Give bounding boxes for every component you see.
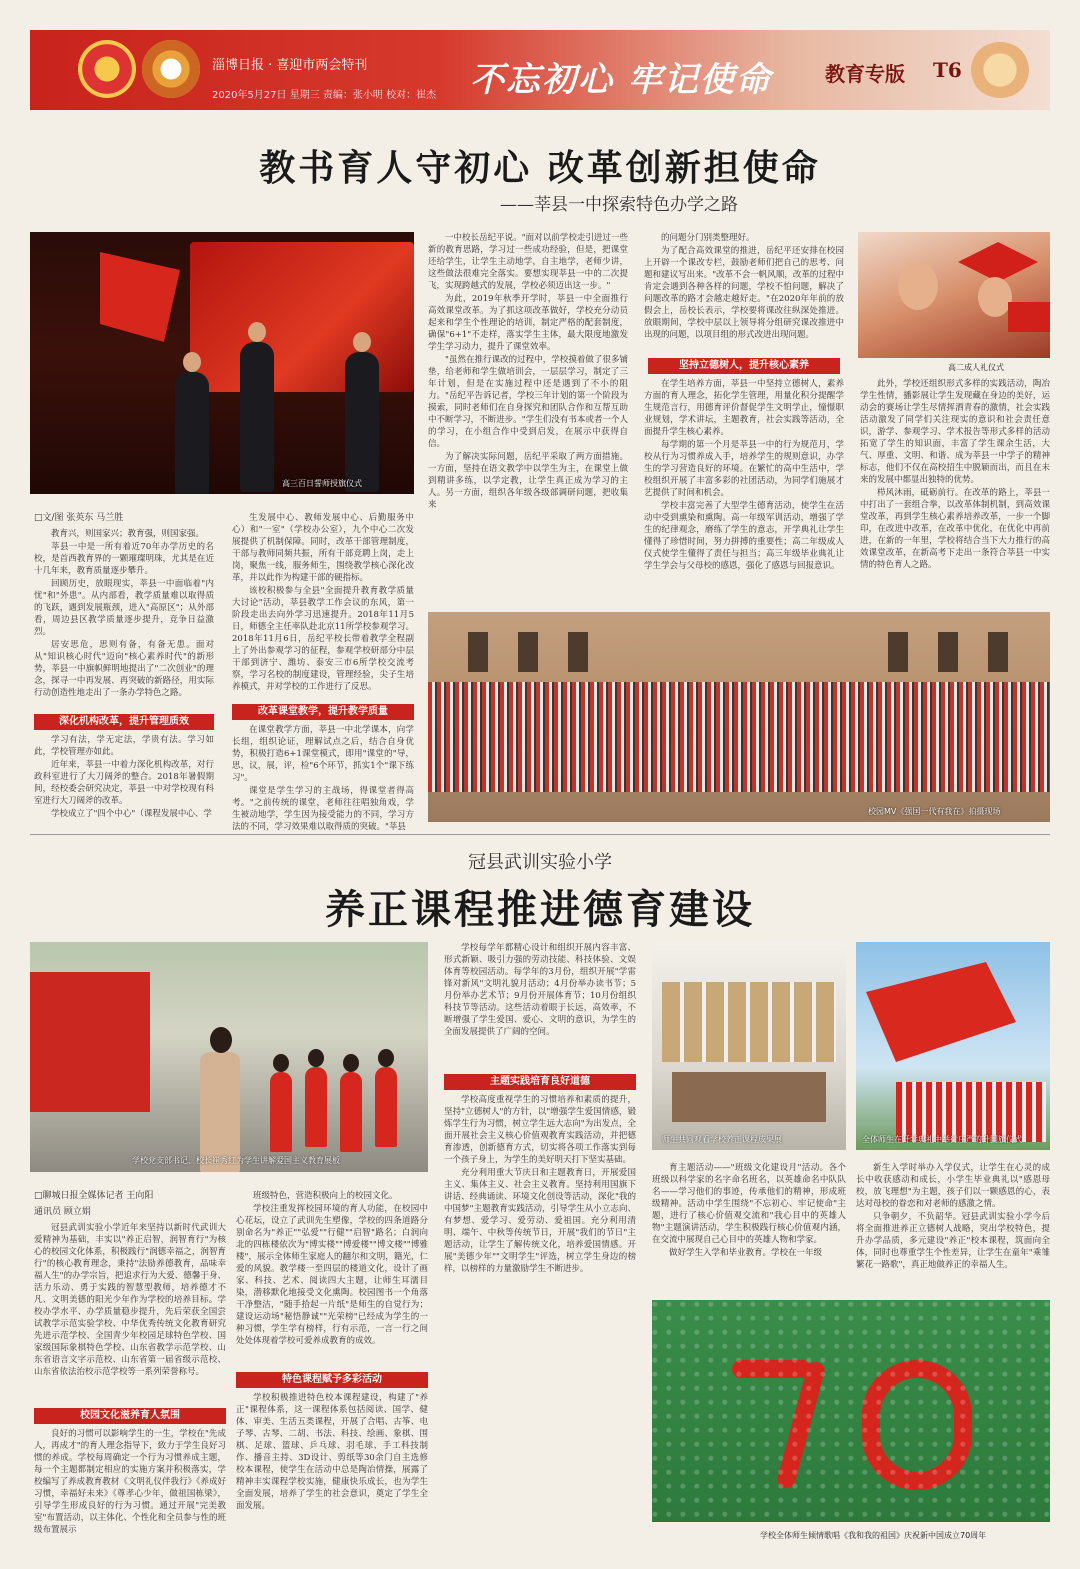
paragraph: 回顾历史，放眼现实，莘县一中面临着"内忧"和"外患"。从内部看，教学质量难以取得质的飞跃，遇到发展瓶颈，进入"高原区"；从外部看，周边县区教学质量逐步提升，竞争日益激烈。	[34, 579, 214, 637]
paragraph: 一中校长岳纪平说。"面对以前学校走引进过一些新的教育思路，学习过一些成功经验，但是，把课堂还给学生，让学生主动地学，自主地学，老师少讲，这些做法很难完全落实。要想实现莘县一中的二次提飞，实现跨越式的发展，学校必须迈出这一步。"	[428, 233, 628, 291]
article1-column-4	[644, 232, 844, 342]
article1-column-4-cont	[644, 378, 844, 603]
article2-column-4	[652, 1162, 846, 1292]
paragraph: 为了配合高效课堂的推进，岳纪平还安排在校园上开辟一个课改专栏，鼓励老师们把自己的思考、问题和建议写出来。"改革不会一帆风顺，改革的过程中肯定会遇到各种各样的问题，学校不怕问题，解决了问题改革的路才会越走越好走。"在2020年年前的放假会上，岳校长表示，学校要将课改往纵深处推进。放眼期间，学校中层以上领导将分组研究课改推进中出现的问题，以项目组的形式改进出现问题。	[644, 246, 844, 340]
article1-photo1-caption: 高三百日誓师授旗仪式	[282, 479, 362, 488]
article2-column-3	[444, 942, 636, 1068]
paragraph: 学校每学年都精心设计和组织开展内容丰富、形式新颖、吸引力强的劳动技能、科技体验、文娱体育等校园活动。每学年的3月份，组织开展"学雷锋对新风"文明礼貌月活动；4月份举办读书节；5月份举办艺术节；9月份开展体育节；10月份组织科技节等活动。这些活动着眼于长远，高效率，不断增强了学生爱国、爱心、文明的意识，为学生的全面发展提供了广阔的空间。	[444, 943, 636, 1037]
flower-decoration-icon	[970, 42, 1030, 98]
article1-column-3	[428, 232, 628, 602]
paragraph: 莘县一中是一所有着近70年办学历史的名校，是首西教育界的一颗璀璨明珠，尤其是在近十几年来，教育质量逐步攀升。	[34, 542, 214, 576]
article2-headline: 养正课程推进德育建设	[325, 886, 755, 933]
article2-photo-gallery	[652, 942, 846, 1150]
paragraph: 学校积极推进特色校本课程建设，构建了"养正"课程体系，这一课程体系包括阅读、国学、健体、审美、生活五类课程，开展了合唱、古筝、电子琴、古琴、二胡、书法、科技、绘画、象棋、围棋、足球、篮球、乒乓球、羽毛球、手工科技制作、播音主持、3D设计、剪纸等30余门自主选修校本课程，使学生在活动中总是陶冶情操，展露了精神丰实课程学校实施，健康快乐成长，也为学生全面发展，培养了学生的社会意识，奠定了学生全面发展。	[236, 1393, 428, 1511]
paragraph: "虽然在推行课改的过程中，学校摸着做了很多铺垫，给老师和学生做培训会，一层层学习，制定了三年计划，但是在实施过程中还是遇到了不小的阻力。"岳纪平告诉记者，学校三年计划的第一个阶段为摸索，同时老师们在自身探究和团队合作和互帮互助中不断学习，不断进步。"学生们没有书本或者一个人的学习，在小组合作中受到启发，在展示中获得自信。	[428, 355, 628, 449]
paragraph: 育主题活动——"班级文化建设月"活动。各个班级以科学家的名字命名班名，以英雄命名中队队名——学习他们的事迹，传承他们的精神，形成班级精神。活动中学生围绕"不忘初心、牢记使命"主题，进行了核心价值观交流和"我心目中的英雄人物"主题演讲活动，学生积极践行核心价值观内涵，在交流中展现自己心目中的英雄人物和学家。	[652, 1163, 846, 1245]
paragraph: 在学生培养方面，莘县一中坚持立德树人，素养方面的育人理念，拓化学生管理，用量化积分提醒学生规范言行，用德育评价督促学生文明学止，憧憬职业规划，学术讲坛，主题教育，社会实践等活动，全面提升学生核心素养。	[644, 379, 844, 437]
masthead-banner	[30, 30, 1050, 110]
paragraph: 为此，2019年秋季开学时，莘县一中全面推行高效课堂改革。为了抓这项改革做好，学校充分动员起来和学生个性理论的培训，制定严格的配套制度，确保"6+1"不走样，落实学生主体，最大限度地激发学生学习动力，提升了课堂效率。	[428, 294, 628, 352]
article2-photo1-caption: 学校党支部书记、校长崔秀红为学生讲解爱国主义教育展板	[132, 1156, 340, 1165]
paragraph: 近年来，莘县一中着力深化机构改革，对行政科室进行了大刀阔斧的整合。2018年暑假期间，经校委会研究决定，莘县一中对学校现有科室进行大刀阔斧的改革。	[34, 760, 214, 806]
paragraph: 为了解决实际问题，岳纪平采取了两方面措施。一方面，坚持在语文教学中以学生为主，在课堂上做到精讲多练，以学定教，让学生真正成为学习的主人。另一方面，组织各年级各级部调研问题，把收集来	[428, 452, 628, 510]
paragraph: 学校高度重视学生的习惯培养和素质的提升，坚持"立德树人"的方针，以"增强学生爱国情感，锻炼学生行为习惯，树立学生远大志向"为出发点，全面开展社会主义核心价值观教育实践活动，并把德育渗透，创新德育方式，切实将各项工作落实到每一个孩子身上，为学生的美好明天打下坚实基础。	[444, 1095, 636, 1165]
article2-byline-correspondent: 通讯员 顾立娟	[34, 1207, 91, 1217]
paragraph: 冠县武训实验小学近年来坚持以新时代武训大爱精神为基础，丰实以"养正启智，润智育行"为核心的校园文化体系，积极践行"润德幸福之，润智育行"的核心教育理念，秉持"法励养德教育，品味幸福人生"的办学宗旨，把追求行为大爱、德馨于身、活力乐动、勇于实践的智慧型教师，培养德才不凡、文明美德的阳光少年作为学校的培养目标。学校办学水平、办学质量稳步提升，先后荣获全国尝试教学示范实验学校、中华优秀传统文化教育研究先进示范学校、全国青少年校园足球特色学校、国家级国际象棋特色学校、山东省教学示范学校、山东省语言文字示范校、山东省第一届省级示范校、山东省依法治校示范学校等一系列荣誉称号。	[34, 1223, 226, 1377]
article1-photo3-caption: 校园MV《强国一代有我在》拍摄现场	[868, 807, 1001, 816]
article2-photo4-caption: 学校全体师生倾情歌唱《我和我的祖国》庆祝新中国成立70周年	[760, 1531, 987, 1540]
article2-section1-title: 校园文化滋养育人氛围	[34, 1408, 226, 1424]
article1-column-2	[232, 512, 414, 702]
paragraph: 栉风沐雨，砥砺前行。在改革的路上，莘县一中打出了一套组合拳，以改革体制机制，到高效课堂改革，再到学生核心素养培养改革，一步一个脚印，在改进中改革，在改革中优化，在优化中再前进，在新的一年里，学校将结合当下大力推行的高效课堂改革，在新高考下走出一条符合莘县一中实情的特色育人之路。	[860, 488, 1050, 570]
article1-section2-title: 改革课堂教学，提升教学质量	[232, 704, 414, 720]
national-emblem-icon	[78, 40, 136, 98]
article2-column-1	[34, 1190, 226, 1400]
paragraph: 教育兴，则国家兴；教育强，则国家强。	[51, 529, 205, 539]
article2-kicker: 冠县武训实验小学	[468, 852, 612, 873]
paragraph: 良好的习惯可以影响学生的一生，学校在"先成人，再成才"的育人理念指导下，致力于学生良好习惯的养成。学校每周确定一个行为习惯养成主题，每一个主题都制定相应的实施方案并积极落实，学校编写了养成教育教材《文明礼仪伴我行》《养成好习惯，幸福好未来》《尊孝心少年，做祖国栋梁》，引导学生形成良好的行为习惯。通过开展"完美教室"布置活动，以主体化、个性化和全员参与性的班级布置展示	[34, 1429, 226, 1535]
article2-section2-title: 特色课程赋予多彩活动	[236, 1372, 428, 1388]
paragraph: 课堂是学生学习的主战场，得课堂者得高考。"之前传统的课堂，老师往往唱独角戏，学生被动地学，学生因为接受能力的不同，学习方法的不同，学习效果难以取得质的突破。"莘县	[232, 786, 414, 832]
paragraph: 在课堂教学方面，莘县一中北学课本，向学长组，组织论证，理解试点之后，结合自身优势，积极打造6+1课堂模式，即用"课堂的"导，思，议，展，评，检"6个环节，抓实1个"课下练习"。	[232, 725, 414, 783]
article2-column-2-cont	[236, 1392, 428, 1548]
article1-subheadline: ——莘县一中探索特色办学之路	[500, 195, 738, 215]
cppcc-emblem-icon	[142, 40, 200, 98]
article1-section1-title: 深化机构改革，提升管理质效	[34, 714, 214, 730]
paragraph: 班级特色，营造积极向上的校园文化。	[253, 1191, 398, 1201]
article1-photo2-caption: 高二成人礼仪式	[948, 363, 1004, 372]
article2-column-5	[856, 1162, 1050, 1292]
paragraph: 该校积极参与全县"全面提升教育教学质量大讨论"活动，莘县教学工作会议的东风，第一阶段走出去向外学习迅速提升。2018年11月5日，师德全主任率队赴北京11所学校参观学习。2018年11月6日，岳纪平校长带着教学全程副上了外出参观学习的征程，参观学校研部分中层干部到济宁、潍坊、泰安三市6所学校交流考察，学习名校的制度建设，管理经验，尖子生培养模式，并对学校的工作进行了反思。	[232, 586, 414, 692]
paragraph: 居安思危，思则有备，有备无患。面对从"知识核心时代"迈向"核心素养时代"的新形势，莘县一中旗帜鲜明地提出了"二次创业"的理念，探寻一中再发展、再突破的新路径，用实际行动创造性地走出了一条办学特色之路。	[34, 640, 214, 698]
article2-photo2-caption: 师生共同观看学校养正课程成果展	[662, 1135, 782, 1144]
paragraph: 学校注重发挥校园环境的育人功能，在校园中心花坛，设立了武训先生塑像，学校的四条道路分别命名为"养正""弘爱""行健""启智"路名；白润向北的四栋楼依次为"博实楼""博爱楼""博文楼""博雅楼"，展示全体师生家庭人的翻尔和文明，籍光，仁爱的风貌。教学楼一至四层的楼道文化，设计了画家、科技、艺术、阅读四大主题，让师生耳濡目染，潜移默化地接受文化熏陶。校园图书一个角落干净整洁，"随手拾起一片纸"是师生的自觉行为；建设运动场"秘悟静诚""光荣榜"已经成为学生的一种习惯，学生学有榜样，行有示范，一言一行之间处处体现着学校可爱养成教育的成效。	[236, 1204, 428, 1346]
article-divider	[30, 834, 1050, 835]
paragraph: 生发展中心、教师发展中心、后勤服务中心）和"一室"（学校办公室），九个中心二次发展提供了机制保障。同时，改革干部管理制度，干部与教师同频共振，所有干部竞聘上岗，走上岗，聚焦一线，服务师生，围绕教学核心深化改革，并以此作为构建干部的硬指标。	[232, 513, 414, 583]
article2-photo3-caption: 全体师生在开学典礼中举行庄严的升国旗仪式	[862, 1135, 1022, 1144]
article2-column-2	[236, 1190, 428, 1370]
article1-column-2-cont	[232, 724, 414, 832]
article1-photo-oath-ceremony	[30, 232, 414, 494]
article1-column-5	[860, 378, 1050, 608]
newspaper-title: 淄博日报 · 喜迎市两会特刊	[212, 58, 368, 73]
paragraph: 学习有法，学无定法，学贵有法。学习如此，学校管理亦如此。	[34, 735, 214, 757]
paragraph: 只争朝夕，不负韶华。冠县武训实验小学今后将全面推进养正立德树人战略，突出学校特色，提升办学品质，多元建设"养正"校本课程，筑面向全体，同时也尊重学生个性差异，让学生在童年"乘雏繁花一路歌"，真正地做养正的幸福人生。	[856, 1212, 1050, 1270]
article1-byline: □文/图 张英东 马兰胜	[34, 513, 124, 523]
article2-photo-exhibition	[30, 942, 428, 1172]
paragraph: 学校丰富完善了大型学生德育活动，使学生在活动中受到熏染和熏陶。高一年级军训活动，增强了学生的纪律观念，磨练了学生的意志，开学典礼让学生懂得了珍惜时间，努力拼搏的重要性；高二年级成人仪式使学生懂得了责任与担当；高三年级毕业典礼让学生学会与父母校的感恩，强化了感恩与回报意识。	[644, 501, 844, 571]
paragraph: 每学期的第一个月是莘县一中的行为规范月，学校从行为习惯养成入手，培养学生的规则意识，办学生的学习营造良好的环境。在繁忙的高中生活中，学校组织开展了丰富多彩的社团活动，为同学们施展才艺提供了时间和机会。	[644, 440, 844, 498]
article1-photo-mv-shoot	[428, 612, 1050, 822]
paragraph: 此外，学校还组织形式多样的实践活动，陶冶学生性情，播影展让学生发现藏在身边的美好，运动会的赛场让学生尽情挥洒青春的激情，社会实践活动激发了同学们关注现实的意识和社会责任意识，游学、参观学习、学术报告等形式多样的活动拓宽了学生的知识面，丰富了学生课余生活，大气、厚重、文明、和谐、成为莘县一中学子的精神标志，他们不仅在高校招生中脱颖而出，而且在未来的发展中都显出独特的优势。	[860, 379, 1050, 485]
article2-photo-anniversary-field	[652, 1300, 1050, 1522]
section-name: 教育专版	[825, 62, 905, 86]
article1-photo-coming-of-age	[858, 232, 1050, 358]
article2-photo-flag-raising	[856, 942, 1050, 1150]
paragraph: 学校成立了"四个中心"（课程发展中心、学	[51, 809, 212, 819]
article2-column-3-cont	[444, 1094, 636, 1548]
paragraph: 新生入学时举办入学仪式，让学生在心灵的成长中收获感动和成长，小学生毕业典礼以"感恩母校，放飞理想"为主题，孩子们以一颗感恩的心，表达对母校的眷恋和对老师的感激之情。	[856, 1163, 1050, 1209]
paragraph: 的问题分门别类整理好。	[661, 233, 755, 243]
article1-section3-title: 坚持立德树人，提升核心素养	[648, 358, 840, 374]
article2-byline: □聊城日报全媒体记者 王向阳	[34, 1191, 154, 1201]
article2-column-1-cont	[34, 1428, 226, 1548]
article1-headline: 教书育人守初心 改革创新担使命	[259, 147, 821, 189]
page-number: T6	[933, 58, 962, 82]
article1-column-1-cont	[34, 734, 214, 832]
issue-date-line: 2020年5月27日 星期三 责编：张小明 校对：崔杰	[212, 90, 437, 101]
paragraph: 做好学生入学和毕业教育。学校在一年级	[669, 1248, 823, 1258]
article2-section3-title: 主题实践培育良好道德	[444, 1074, 636, 1090]
slogan-calligraphy: 不忘初心 牢记使命	[470, 60, 772, 100]
paragraph: 充分利用重大节庆日和主题教育日，开展爱国主义、集体主义、社会主义教育。坚持利用国旗下讲话、经典诵读、环境文化创设等活动，深化"我的中国梦"主题教育实践活动，引导学生从小立志向、有梦想、爱学习、爱劳动、爱祖国。充分利用清明、端午、中秋等传统节日，开展"我们的节日"主题活动，让学生了解传统文化，培养爱国情感。开展"美德少年""文明学生"评选，树立学生身边的榜样，以榜样的力量激励学生不断进步。	[444, 1168, 636, 1274]
